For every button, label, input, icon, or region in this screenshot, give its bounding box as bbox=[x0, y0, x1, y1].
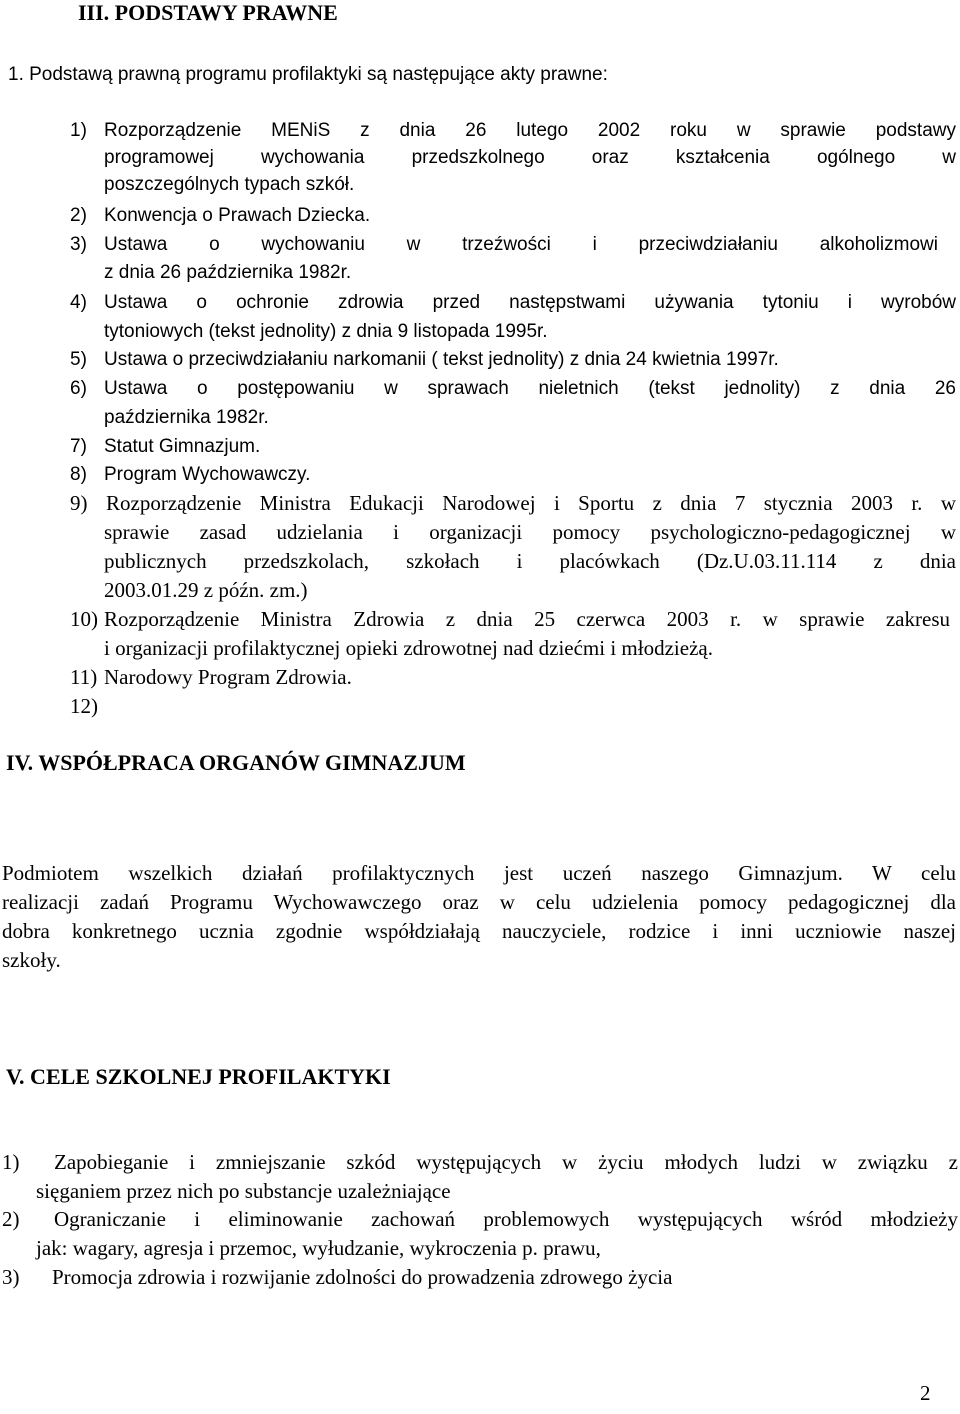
list-item: 1) Rozporządzenie MENiS z dnia 26 lutego 2002 roku w sprawie podstawy bbox=[70, 120, 956, 141]
list-item: 1) Zapobieganie i zmniejszanie szkód występujących w życiu młodych ludzi w związku z bbox=[2, 1150, 958, 1174]
list-item: 2) Konwencja o Prawach Dziecka. bbox=[70, 205, 371, 226]
list-item: 12) bbox=[70, 694, 98, 718]
list-item-cont: października 1982r. bbox=[104, 407, 269, 428]
list-item-cont: sięganiem przez nich po substancje uzależniające bbox=[36, 1179, 451, 1203]
paragraph-line: realizacji zadań Programu Wychowawczego oraz w celu udzielenia pomocy pedagogicznej dla bbox=[2, 890, 956, 914]
list-item-cont: sprawie zasad udzielania i organizacji pomocy psychologiczno-pedagogicznej w bbox=[104, 520, 956, 544]
section3-heading: III. PODSTAWY PRAWNE bbox=[78, 0, 338, 25]
section4-heading: IV. WSPÓŁPRACA ORGANÓW GIMNAZJUM bbox=[6, 750, 466, 775]
list-item-cont: publicznych przedszkolach, szkołach i placówkach (Dz.U.03.11.114 z dnia bbox=[104, 549, 956, 573]
list-item-cont: 2003.01.29 z późn. zm.) bbox=[104, 578, 308, 602]
list-item: 7) Statut Gimnazjum. bbox=[70, 436, 261, 457]
list-item: 9) Rozporządzenie Ministra Edukacji Narodowej i Sportu z dnia 7 stycznia 2003 r. w bbox=[70, 491, 956, 515]
list-item: 3) Promocja zdrowia i rozwijanie zdolności do prowadzenia zdrowego życia bbox=[2, 1265, 673, 1289]
list-item: 10) Rozporządzenie Ministra Zdrowia z dnia 25 czerwca 2003 r. w sprawie zakresu bbox=[70, 607, 950, 631]
list-item: 2) Ograniczanie i eliminowanie zachowań problemowych występujących wśród młodzieży bbox=[2, 1207, 958, 1231]
list-item: 3) Ustawa o wychowaniu w trzeźwości i przeciwdziałaniu alkoholizmowi bbox=[70, 234, 938, 255]
section5-heading: V. CELE SZKOLNEJ PROFILAKTYKI bbox=[6, 1064, 391, 1089]
list-item: 5) Ustawa o przeciwdziałaniu narkomanii ( tekst jednolity) z dnia 24 kwietnia 1997r. bbox=[70, 349, 779, 370]
paragraph-line: Podmiotem wszelkich działań profilaktycznych jest uczeń naszego Gimnazjum. W celu bbox=[2, 861, 956, 885]
list-item: 11) Narodowy Program Zdrowia. bbox=[70, 665, 352, 689]
list-item-cont: poszczególnych typach szkół. bbox=[104, 174, 355, 195]
list-item-cont: tytoniowych (tekst jednolity) z dnia 9 listopada 1995r. bbox=[104, 321, 548, 342]
list-item-cont: jak: wagary, agresja i przemoc, wyłudzanie, wykroczenia p. prawu, bbox=[36, 1236, 601, 1260]
list-item-cont: z dnia 26 października 1982r. bbox=[104, 262, 352, 283]
paragraph-line: szkoły. bbox=[2, 948, 61, 972]
list-item: 6) Ustawa o postępowaniu w sprawach nieletnich (tekst jednolity) z dnia 26 bbox=[70, 378, 956, 399]
list-item: 8) Program Wychowawczy. bbox=[70, 464, 311, 485]
list-item-cont: i organizacji profilaktycznej opieki zdrowotnej nad dziećmi i młodzieżą. bbox=[104, 636, 713, 660]
paragraph-line: dobra konkretnego ucznia zgodnie współdziałają nauczyciele, rodzice i inni uczniowie naszej bbox=[2, 919, 956, 943]
list-item-cont: programowej wychowania przedszkolnego oraz kształcenia ogólnego w bbox=[104, 147, 956, 168]
page-number: 2 bbox=[920, 1381, 931, 1405]
list-item: 4) Ustawa o ochronie zdrowia przed następstwami używania tytoniu i wyrobów bbox=[70, 292, 956, 313]
section3-intro: 1. Podstawą prawną programu profilaktyki są następujące akty prawne: bbox=[8, 64, 608, 85]
